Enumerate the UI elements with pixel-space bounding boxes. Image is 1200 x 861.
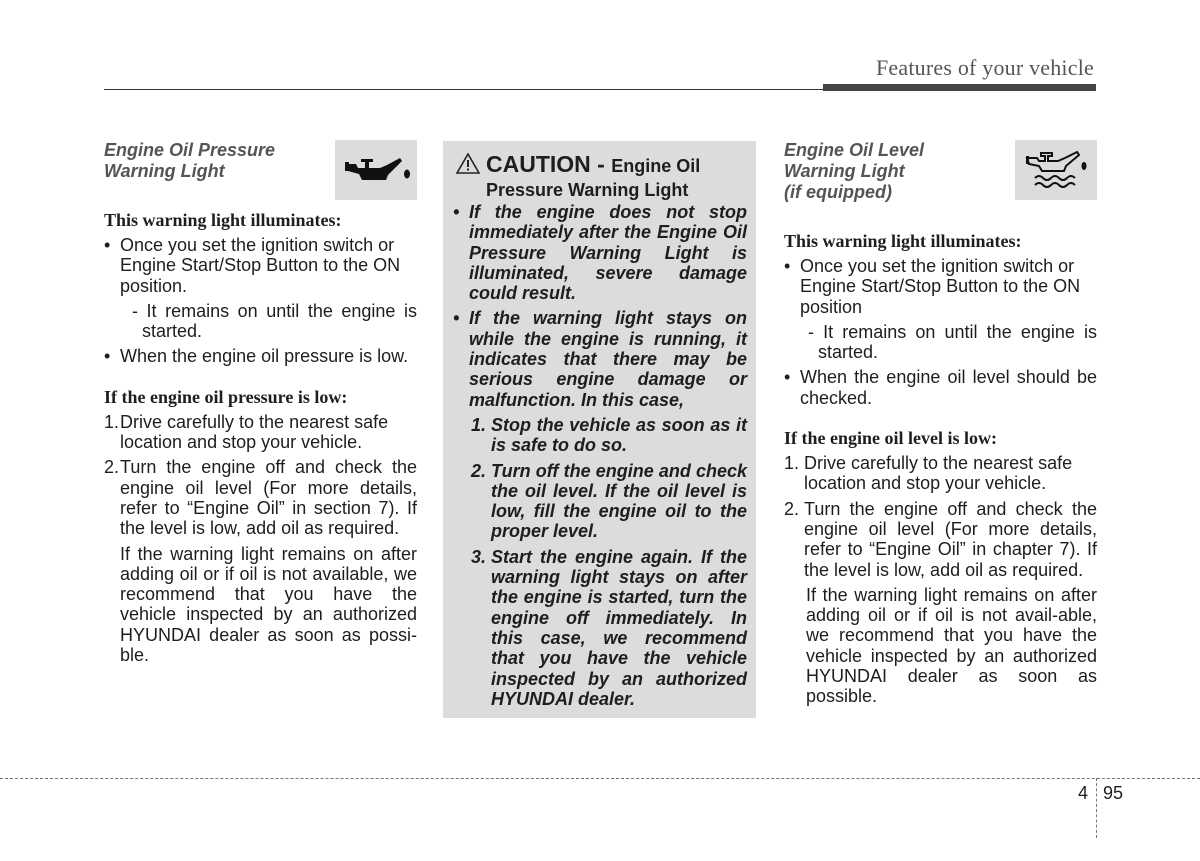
step-number: 1. — [104, 411, 120, 432]
list-item — [104, 457, 417, 665]
section-title-line: Engine Oil Level — [784, 140, 925, 160]
illuminates-heading: This warning light illuminates: — [784, 231, 1022, 251]
section-title-line: Warning Light — [784, 161, 905, 181]
illuminates-heading: This warning light illuminates: — [104, 210, 342, 230]
low-level-heading: If the engine oil level is low: — [784, 428, 997, 449]
list-item-text: If the warning light stays on while the engine is running, it indicates that there may be serious engine damage or malfunction. In this case, — [469, 308, 747, 410]
section-title-line: Engine Oil Pressure — [104, 140, 276, 160]
caution-title-line2: Pressure Warning Light — [486, 180, 689, 200]
step-number: 2. — [784, 498, 800, 519]
chapter-number: 4 — [1078, 783, 1089, 803]
list-item-text: If the engine does not stop immediately after the Engine Oil Pressure Warning Light is illuminated, severe damage could result. — [469, 202, 747, 304]
list-item — [104, 346, 417, 366]
list-item — [471, 547, 747, 709]
step-text: Drive carefully to the nearest safe location and stop your vehicle. — [804, 453, 1073, 494]
step-text: Turn off the engine and check the oil level. If the oil level is low, fill the engine oil to the proper level. — [491, 460, 747, 542]
caution-header — [456, 151, 746, 201]
step-number: 2. — [104, 457, 120, 478]
step-text: Drive carefully to the nearest safe location and stop your vehicle. — [120, 411, 389, 453]
step-paragraph: If the warning light remains on after adding oil or if oil is not avail-able, we recommend that you have the vehicle inspected by an authorized HYUNDAI dealer as soon as possible. — [806, 584, 1097, 707]
step-number: 1. — [784, 453, 800, 474]
footer-divider — [1096, 778, 1097, 838]
illuminates-list — [784, 256, 1097, 408]
step-text: Turn the engine off and check the engine oil level (For more details, refer to “Engine Oil” in section 7). If the level is low, add oil as required. — [120, 457, 417, 539]
oil-level-section — [784, 140, 1097, 712]
list-item — [784, 256, 1097, 362]
caution-title: Engine Oil — [611, 156, 701, 176]
list-item-text: Once you set the ignition switch or Engine Start/Stop Button to the ON position. — [120, 235, 401, 296]
caution-label: CAUTION - — [486, 151, 612, 177]
list-item-subnote: - It remains on until the engine is started. — [132, 300, 417, 342]
page-header-title: Features of your vehicle — [875, 55, 1094, 80]
header-rule-accent — [823, 84, 1096, 91]
list-item — [784, 499, 1097, 707]
oil-level-icon — [1015, 140, 1097, 200]
list-item-text: Once you set the ignition switch or Engine Start/Stop Button to the ON position — [800, 256, 1081, 317]
list-item — [784, 367, 1097, 408]
oil-pressure-section — [104, 140, 417, 670]
illuminates-list — [104, 235, 417, 367]
section-title-line: Warning Light — [104, 161, 225, 181]
oil-can-icon — [335, 140, 417, 200]
caution-body — [453, 202, 747, 714]
low-pressure-steps — [104, 412, 417, 666]
step-text: Start the engine again. If the warning light stays on after the engine is started, turn the engine off immediately. In this case, we recommend that you have the vehicle inspected by an authorized HYUNDAI dealer. — [491, 546, 747, 709]
caution-box — [443, 141, 756, 718]
caution-list — [453, 202, 747, 410]
list-item — [453, 308, 747, 409]
list-item-text: When the engine oil pressure is low. — [120, 346, 409, 367]
step-text: Stop the vehicle as soon as it is safe to do so. — [491, 414, 747, 456]
list-item — [104, 412, 417, 453]
low-pressure-heading: If the engine oil pressure is low: — [104, 386, 348, 407]
list-item — [784, 453, 1097, 494]
list-item — [471, 415, 747, 456]
list-item-text: When the engine oil level should be checked. — [800, 367, 1097, 408]
page-number: 95 — [1103, 783, 1124, 803]
warning-triangle-icon — [456, 153, 480, 179]
section-title-line: (if equipped) — [784, 182, 892, 202]
step-number: 3. — [471, 546, 487, 567]
step-text: Turn the engine off and check the engine oil level (For more details, refer to “Engine Oil” in chapter 7). If the level is low, add oil as required. — [804, 498, 1097, 580]
list-item — [471, 461, 747, 542]
low-level-steps — [784, 453, 1097, 707]
caution-steps — [453, 415, 747, 709]
step-number: 2. — [471, 460, 487, 481]
list-item-subnote: - It remains on until the engine is started. — [808, 321, 1097, 363]
step-paragraph: If the warning light remains on after adding oil or if oil is not available, we recommend that you have the vehicle inspected by an authorized HYUNDAI dealer as soon as possi-ble. — [120, 543, 417, 666]
step-number: 1. — [471, 414, 487, 435]
list-item — [453, 202, 747, 303]
footer-rule — [0, 778, 1200, 779]
list-item — [104, 235, 417, 341]
